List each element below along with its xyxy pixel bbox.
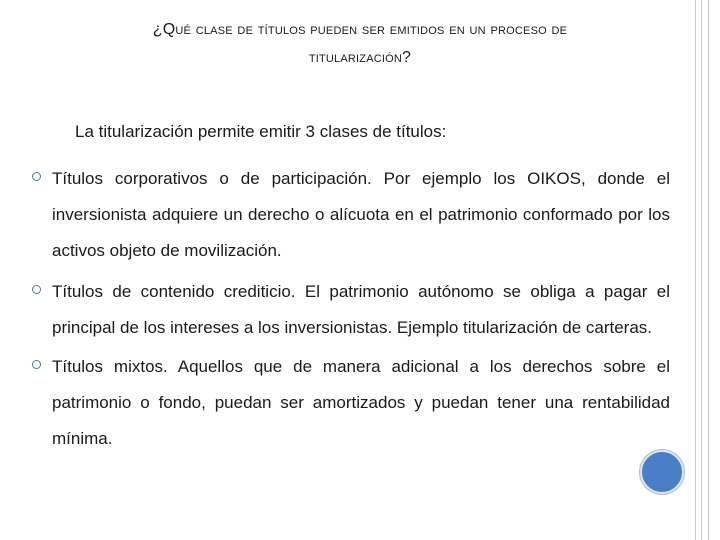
right-border-line bbox=[695, 0, 696, 540]
hollow-circle-bullet-icon bbox=[32, 285, 41, 294]
bullet-item-corporativos bbox=[32, 161, 670, 269]
bullet-text: Títulos corporativos o de participación. Por ejemplo los OIKOS, donde el inversionista adquiere un derecho o alícuota en el patrimonio conformado por los activos objeto de movilización. bbox=[52, 169, 670, 260]
intro-text: La titularización permite emitir 3 clases de títulos: bbox=[75, 122, 447, 141]
title-line-2: titularización? bbox=[308, 49, 412, 66]
bullet-item-crediticio bbox=[32, 274, 670, 346]
bullet-text: Títulos de contenido crediticio. El patrimonio autónomo se obliga a pagar el principal de los intereses a los inversionistas. Ejemplo titularización de carteras. bbox=[52, 282, 670, 337]
bullet-text: Títulos mixtos. Aquellos que de manera adicional a los derechos sobre el patrimonio o fondo, puedan ser amortizados y puedan tener una rentabilidad mínima. bbox=[52, 357, 670, 448]
bullet-list bbox=[32, 161, 670, 462]
right-border-line bbox=[708, 0, 709, 540]
right-border-line bbox=[701, 0, 702, 540]
hollow-circle-bullet-icon bbox=[32, 172, 41, 181]
title-line-1: ¿Qué clase de títulos pueden ser emitidos en un proceso de bbox=[152, 21, 568, 38]
bullet-item-mixtos bbox=[32, 349, 670, 457]
slide-title bbox=[40, 16, 680, 72]
hollow-circle-bullet-icon bbox=[32, 360, 41, 369]
blue-circle-decoration-icon bbox=[640, 450, 684, 494]
